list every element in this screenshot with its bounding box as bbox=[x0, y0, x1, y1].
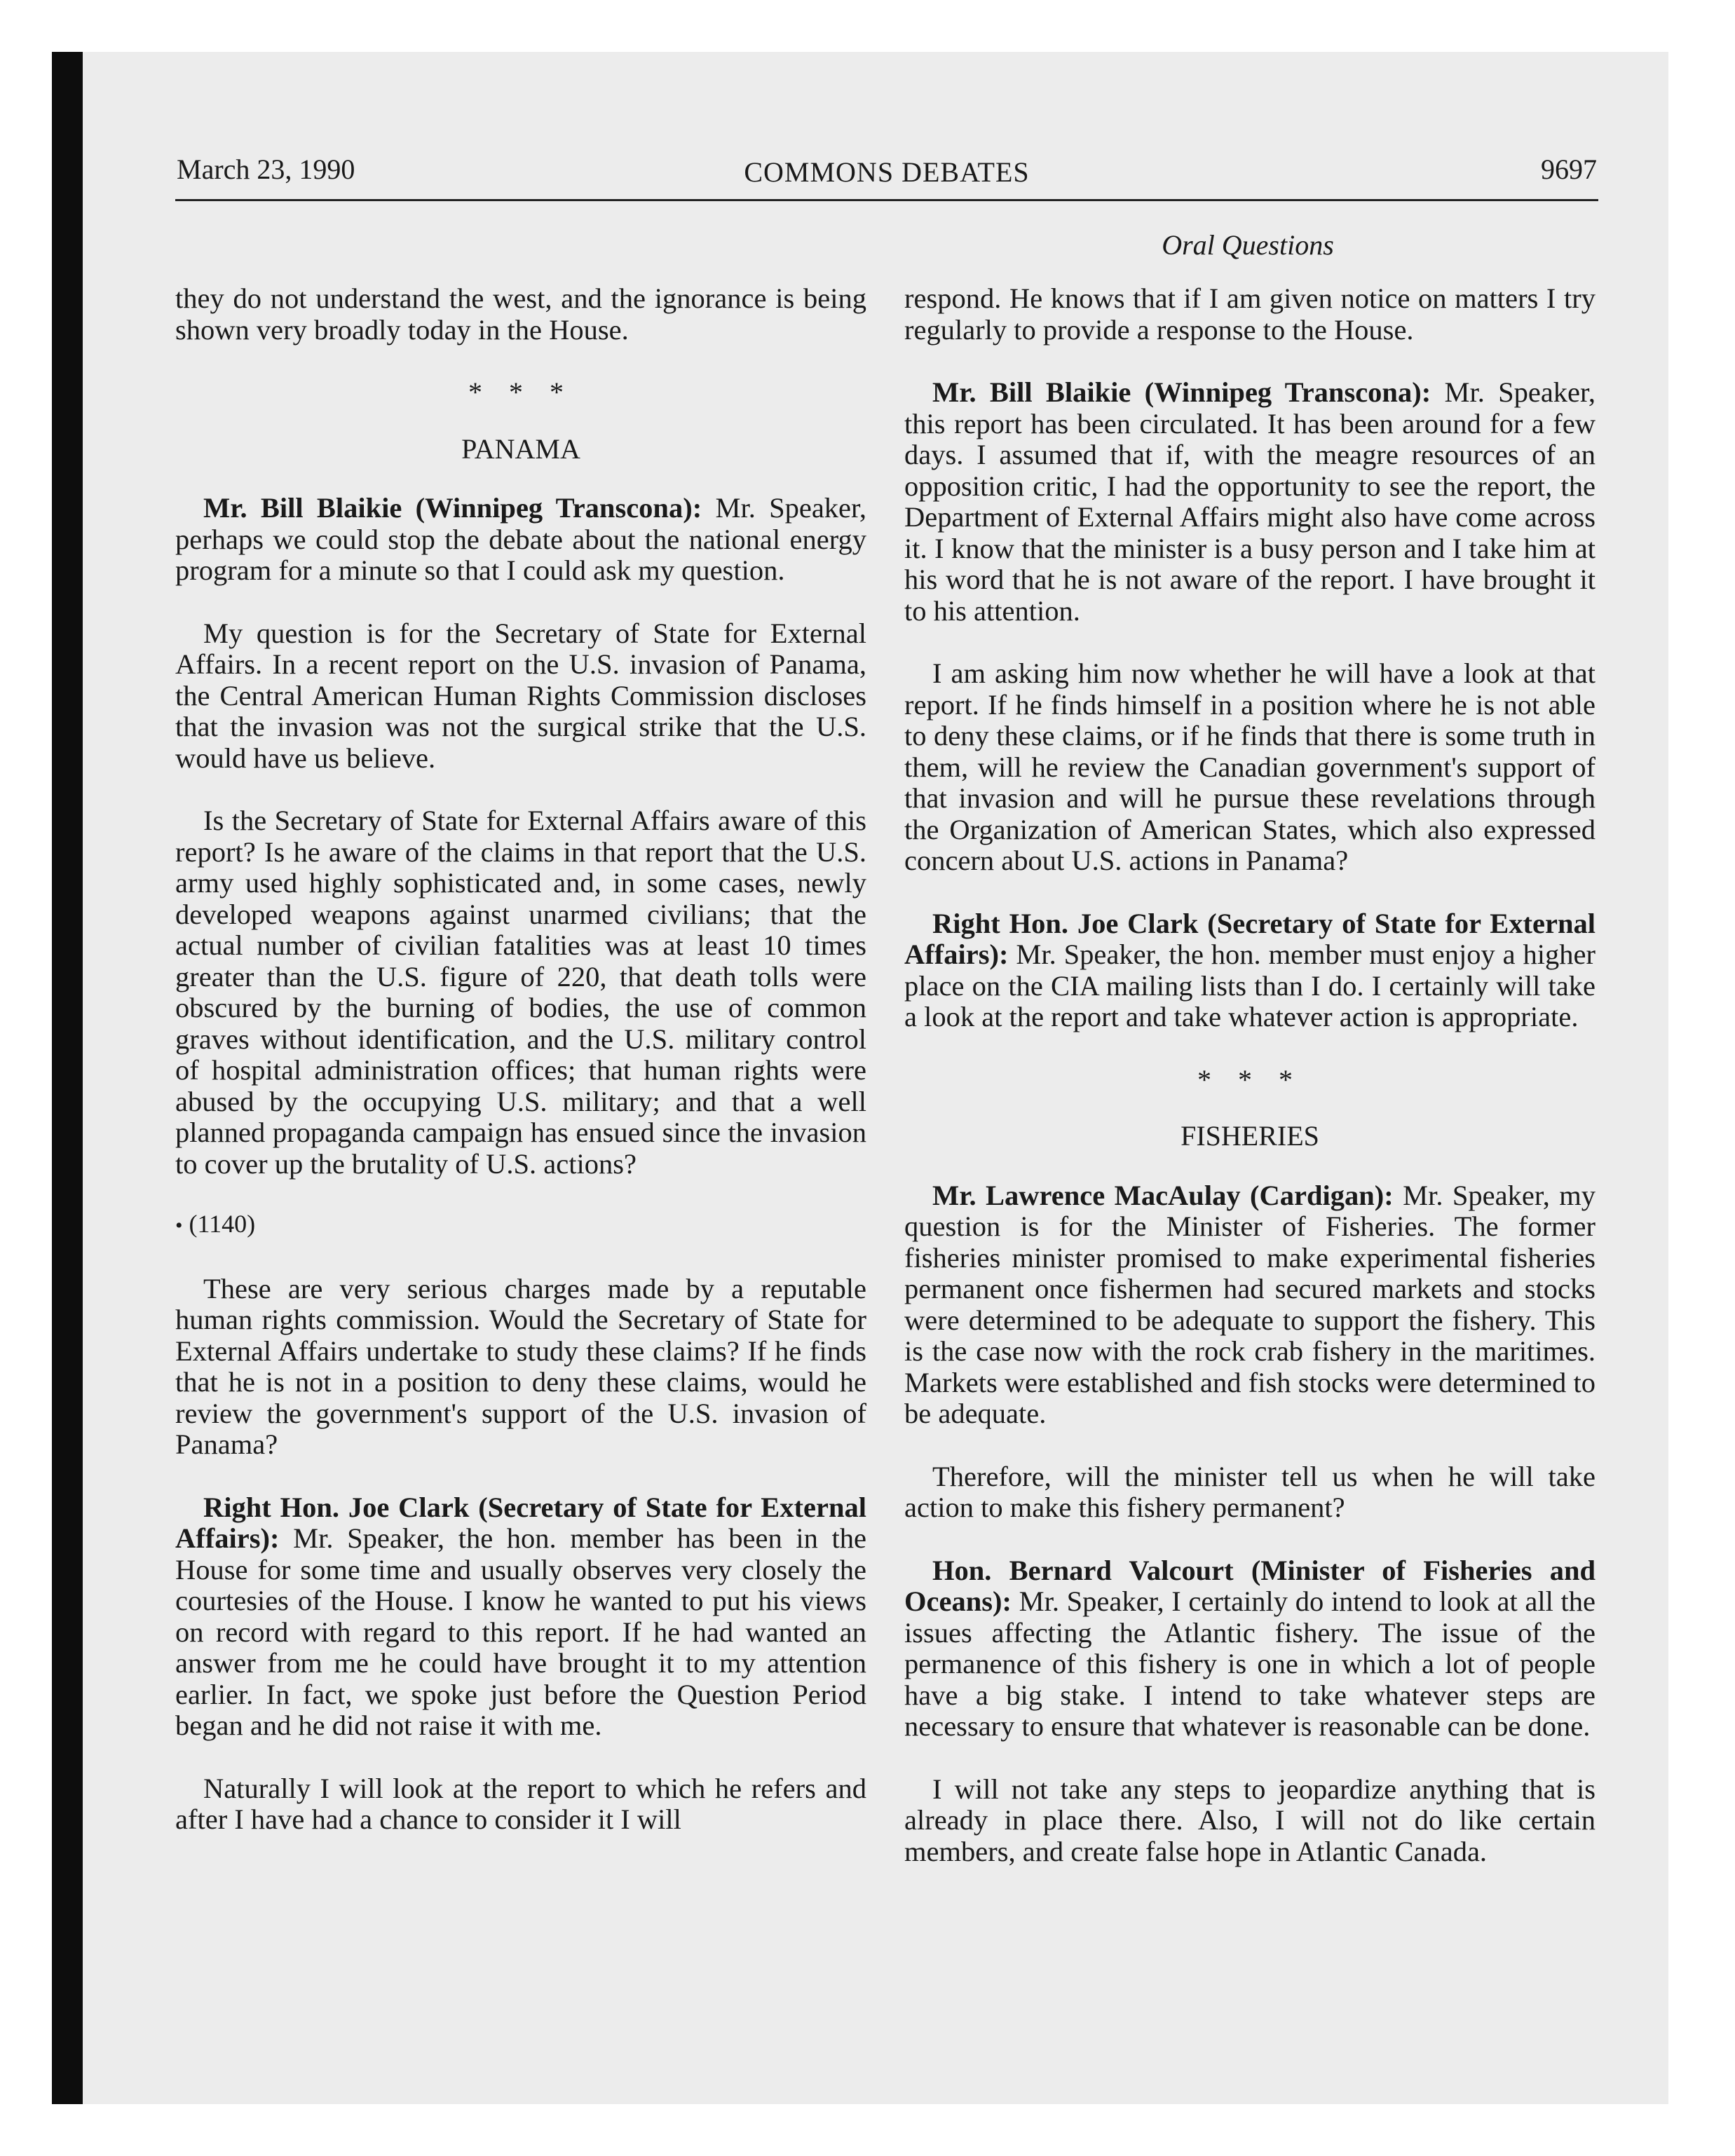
speech-text: Mr. Speaker, perhaps we could stop the debate about the national energy program for a minute so that I could ask my question. bbox=[175, 492, 867, 586]
left-column bbox=[175, 283, 866, 1867]
timestamp bbox=[175, 1208, 866, 1242]
speech-paragraph bbox=[904, 377, 1595, 627]
speaker-name: Hon. Bernard Valcourt (Minister of Fisheries and Oceans): bbox=[904, 1554, 1595, 1617]
speech-paragraph bbox=[904, 1555, 1595, 1742]
header-date: March 23, 1990 bbox=[177, 153, 355, 185]
scan-border bbox=[52, 52, 83, 2104]
speech-text: Mr. Speaker, the hon. member has been in the House for some time and usually observes very closely the courtesies of the House. I know he wanted to put his views on record with regard to this report. If he had wanted an answer from me he could have brought it to my attention earlier. In fact, we spoke just before the Question Period began and he did not raise it with me. bbox=[175, 1522, 866, 1741]
right-column bbox=[904, 283, 1595, 1899]
speaker-name: Right Hon. Joe Clark (Secretary of State for External Affairs): bbox=[175, 1491, 866, 1554]
paragraph: My question is for the Secretary of State for External Affairs. In a recent report on the U.S. invasion of Panama, the Central American Human Rights Commission discloses that the invasion was not the surgical strike that the U.S. would have us believe. bbox=[175, 617, 866, 774]
paragraph: they do not understand the west, and the ignorance is being shown very broadly today in the House. bbox=[175, 282, 866, 346]
speech-text: Mr. Speaker, my question is for the Minister of Fisheries. The former fisheries minister promised to make experimental fisheries permanent once fishermen had secured markets and stocks were determined to be adequate to support the fishery. This is the case now with the rock crab fishery in the maritimes. Markets were established and fish stocks were determined to be adequate. bbox=[904, 1179, 1595, 1429]
bullet-icon: • bbox=[175, 1214, 183, 1237]
header-title: COMMONS DEBATES bbox=[744, 156, 1030, 188]
paragraph: I will not take any steps to jeopardize anything that is already in place there. Also, I will not do like certain members, and create false hope in Atlantic Canada. bbox=[904, 1773, 1595, 1867]
speech-paragraph bbox=[904, 908, 1595, 1033]
section-separator: * * * bbox=[468, 376, 573, 408]
timestamp-text: (1140) bbox=[189, 1210, 256, 1238]
speaker-name: Right Hon. Joe Clark (Secretary of State for External Affairs): bbox=[904, 907, 1595, 970]
speaker-name: Mr. Bill Blaikie (Winnipeg Transcona): bbox=[932, 376, 1431, 408]
paragraph: Is the Secretary of State for External Affairs aware of this report? Is he aware of the claims in that report that the U.S. army used highly sophisticated and, in some cases, newly developed weapons against unarmed civilians; that the actual number of civilian fatalities was at least 10 times greater than the U.S. figure of 220, that death tolls were obscured by the burning of bodies, the use of common graves without identification, and the U.S. military control of hospital administration offices; that human rights were abused by the occupying U.S. military; and that a well planned propaganda campaign has ensued since the invasion to cover up the brutality of U.S. actions? bbox=[175, 805, 866, 1180]
speech-paragraph bbox=[175, 493, 866, 587]
speech-paragraph bbox=[175, 1492, 866, 1742]
speaker-name: Mr. Bill Blaikie (Winnipeg Transcona): bbox=[203, 492, 702, 524]
paragraph: I am asking him now whether he will have a look at that report. If he finds himself in a position where he is not able to deny these claims, or if he finds that there is some truth in them, will he review the Canadian government's support of that invasion and will he pursue these revelations through the Organization of American States, which also expressed concern about U.S. actions in Panama? bbox=[904, 657, 1595, 876]
section-heading-panama: PANAMA bbox=[461, 432, 580, 465]
speech-paragraph bbox=[904, 1180, 1595, 1430]
page-header bbox=[175, 147, 1598, 201]
paragraph: respond. He knows that if I am given notice on matters I try regularly to provide a response to the House. bbox=[904, 282, 1595, 346]
speech-text: Mr. Speaker, I certainly do intend to look at all the issues affecting the Atlantic fishery. The issue of the permanence of this fishery is one in which a lot of people have a big stake. I intend to take whatever steps are necessary to ensure that whatever is reasonable can be done. bbox=[904, 1585, 1595, 1742]
section-label: Oral Questions bbox=[1162, 229, 1334, 261]
paragraph: These are very serious charges made by a reputable human rights commission. Would the Secretary of State for External Affairs undertake to study these claims? If he finds that he is not in a position to deny these claims, would he review the government's support of the U.S. invasion of Panama? bbox=[175, 1272, 866, 1460]
header-page-number: 9697 bbox=[1541, 153, 1597, 185]
section-separator: * * * bbox=[1197, 1063, 1302, 1096]
paragraph: Naturally I will look at the report to which he refers and after I have had a chance to consider it I will bbox=[175, 1772, 866, 1835]
speaker-name: Mr. Lawrence MacAulay (Cardigan): bbox=[932, 1179, 1394, 1211]
paragraph: Therefore, will the minister tell us when he will take action to make this fishery permanent? bbox=[904, 1460, 1595, 1523]
section-heading-fisheries: FISHERIES bbox=[1181, 1120, 1319, 1152]
speech-text: Mr. Speaker, the hon. member must enjoy a higher place on the CIA mailing lists than I do. I certainly will take a look at the report and take whatever action is appropriate. bbox=[904, 939, 1595, 1032]
speech-text: Mr. Speaker, this report has been circulated. It has been around for a few days. I assumed that if, with the meagre resources of an opposition critic, I had the opportunity to see the report, the Department of External Affairs might also have come across it. I know that the minister is a busy person and I take him at his word that he is not aware of the report. I have brought it to his attention. bbox=[904, 376, 1596, 627]
